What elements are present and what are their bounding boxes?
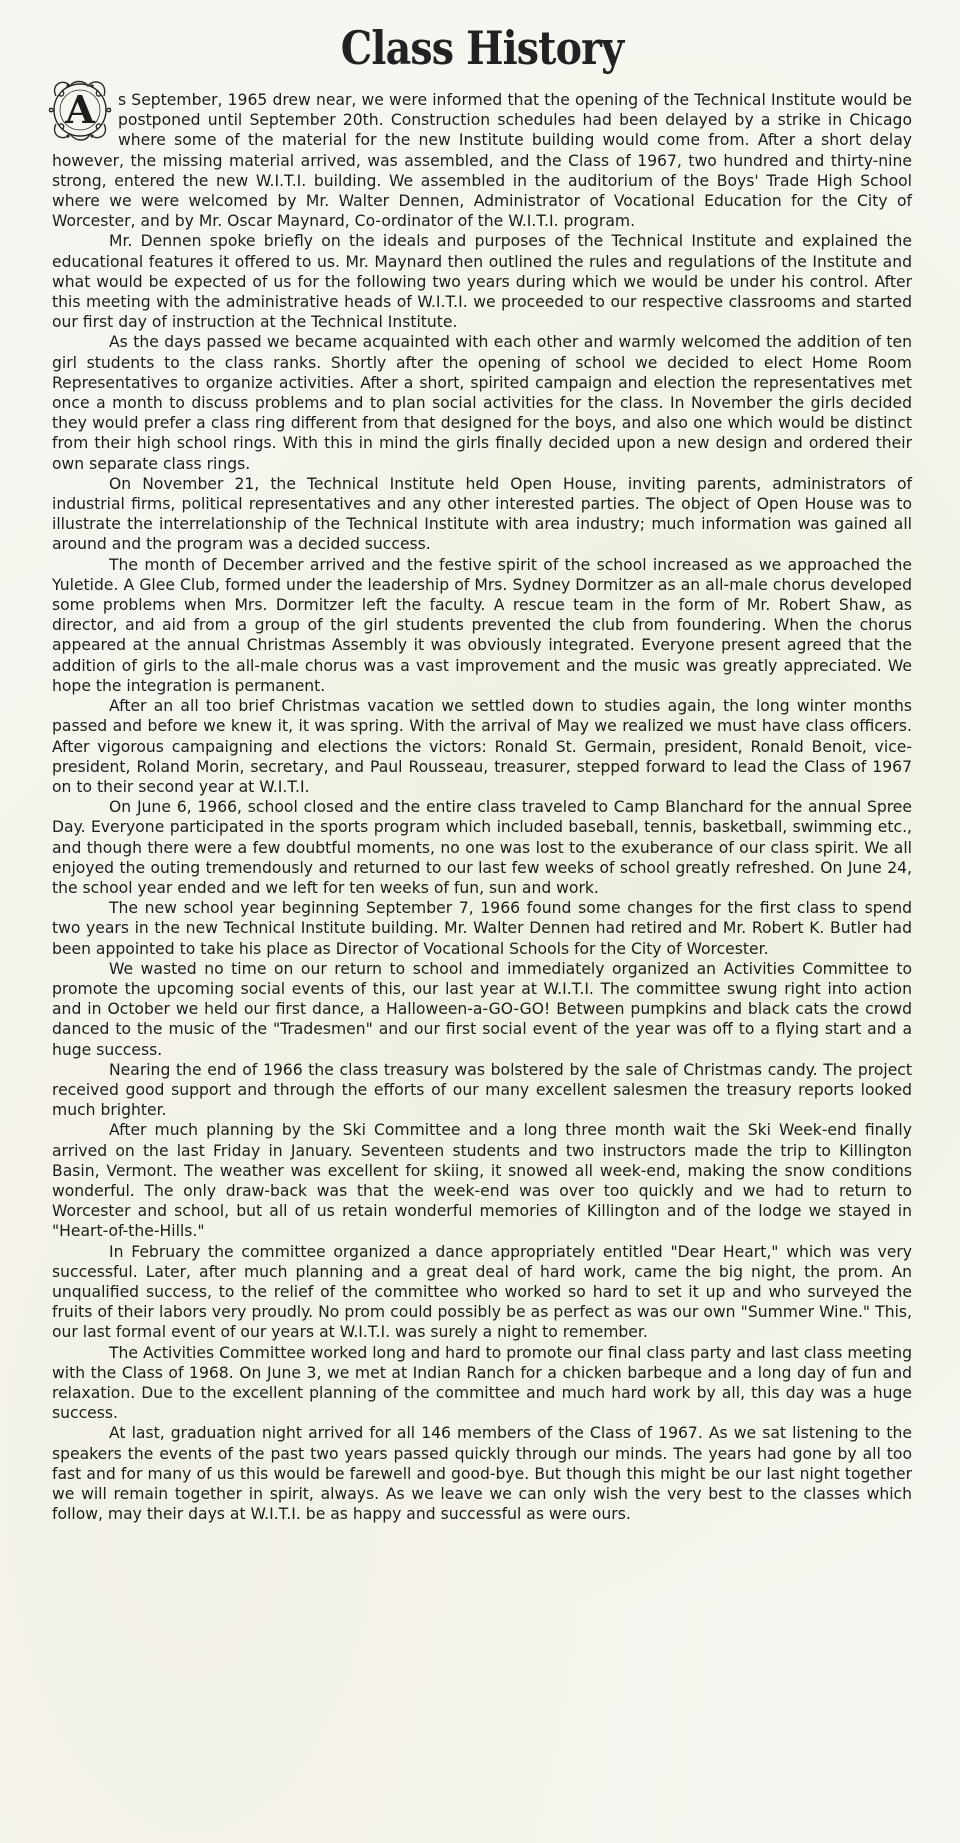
paragraph-1 (52, 87, 912, 231)
paragraph: Nearing the end of 1966 the class treasury was bolstered by the sale of Christmas candy. The project received good support and through the efforts of our many excellent salesmen the treasury reports looked much brighter. (52, 1060, 912, 1120)
paragraph: At last, graduation night arrived for all 146 members of the Class of 1967. As we sat listening to the speakers the events of the past two years passed quickly through our minds. The years had gone by all too fast and for many of us this would be farewell and good-bye. But though this might be our last night together we will remain together in spirit, always. As we leave we can only wish the very best to the classes which follow, may their days at W.I.T.I. be as happy and successful as were ours. (52, 1424, 912, 1524)
page-title: Class History (340, 21, 624, 75)
paragraph: The month of December arrived and the festive spirit of the school increased as we approached the Yuletide. A Glee Club, formed under the leadership of Mrs. Sydney Dormitzer as an all-male chorus developed some problems when Mrs. Dormitzer left the faculty. A rescue team in the form of Mr. Robert Shaw, as director, and aid from a group of the girl students prevented the club from foundering. When the chorus appeared at the annual Christmas Assembly it was obviously integrated. Everyone present agreed that the addition of girls to the all-male chorus was a vast improvement and the music was greatly appreciated. We hope the integration is permanent. (52, 555, 912, 695)
paragraph: The Activities Committee worked long and hard to promote our final class party and last class meeting with the Class of 1968. On June 3, we met at Indian Ranch for a chicken barbeque and a long day of fun and relaxation. Due to the excellent planning of the committee and much hard work by all, this day was a huge success. (52, 1343, 912, 1423)
paragraph: On November 21, the Technical Institute held Open House, inviting parents, administrators of industrial firms, political representatives and any other interested parties. The object of Open House was to illustrate the interrelationship of the Technical Institute with area industry; much information was gained all around and the program was a decided success. (52, 474, 912, 554)
drop-cap-letter: A (65, 87, 95, 132)
paragraph: Mr. Dennen spoke briefly on the ideals and purposes of the Technical Institute and explained the educational features it offered to us. Mr. Maynard then outlined the rules and regulations of the Institute and what would be expected of us for the following two years during which we would be under his control. After this meeting with the administrative heads of W.I.T.I. we proceeded to our respective classrooms and started our first day of instruction at the Technical Institute. (52, 232, 912, 332)
paragraph: As the days passed we became acquainted with each other and warmly welcomed the addition of ten girl students to the class ranks. Shortly after the opening of school we decided to elect Home Room Representatives to organize activities. After a short, spirited campaign and election the representatives met once a month to discuss problems and to plan social activities for the class. In November the girls decided they would prefer a class ring different from that designed for the boys, and also one which would be distinct from their high school rings. With this in mind the girls finally decided upon a new design and ordered their own separate class rings. (52, 333, 912, 473)
paragraph: We wasted no time on our return to school and immediately organized an Activities Committee to promote the upcoming social events of this, our last year at W.I.T.I. The committee swung right into action and in October we held our first dance, a Halloween-a-GO-GO! Between pumpkins and black cats the crowd danced to the music of the "Tradesmen" and our first social event of the year was off to a flying start and a huge success. (52, 959, 912, 1059)
paragraph: After much planning by the Ski Committee and a long three month wait the Ski Week-end finally arrived on the last Friday in January. Seventeen students and two instructors made the trip to Killington Basin, Vermont. The weather was excellent for skiing, it snowed all week-end, making the snow conditions wonderful. The only draw-back was that the week-end was over too quickly and we had to return to Worcester and school, but all of us retain wonderful memories of Killington and of the lodge we stayed in "Heart-of-the-Hills." (52, 1121, 912, 1241)
paragraph: The new school year beginning September 7, 1966 found some changes for the first class to spend two years in the new Technical Institute building. Mr. Walter Dennen had retired and Mr. Robert K. Butler had been appointed to take his place as Director of Vocational Schools for the City of Worcester. (52, 899, 912, 958)
paragraph-1-text: s September, 1965 drew near, we were informed that the opening of the Technical Institute would be postponed until September 20th. Construction schedules had been delayed by a strike in Chicago where some of the material for the new Institute building would come from. After a short delay however, the missing material arrived, was assembled, and the Class of 1967, two hundred and thirty-nine strong, entered the new W.I.T.I. building. We assembled in the auditorium of the Boys' Trade High School where we were welcomed by Mr. Walter Dennen, Administrator of Vocational Education for the City of Worcester, and by Mr. Oscar Maynard, Co-ordinator of the W.I.T.I. program. (52, 91, 912, 231)
paragraph: On June 6, 1966, school closed and the entire class traveled to Camp Blanchard for the annual Spree Day. Everyone participated in the sports program which included baseball, tennis, basketball, swimming etc., and though there were a few doubtful moments, no one was lost to the exuberance of our class spirit. We all enjoyed the outing tremendously and returned to our last few weeks of school greatly refreshed. On June 24, the school year ended and we left for ten weeks of fun, sun and work. (52, 798, 912, 897)
paragraph: After an all too brief Christmas vacation we settled down to studies again, the long winter months passed and before we knew it, it was spring. With the arrival of May we realized we must have class officers. After vigorous campaigning and elections the victors: Ronald St. Germain, president, Ronald Benoit, vice-president, Roland Morin, secretary, and Paul Rousseau, treasurer, stepped forward to lead the Class of 1967 on to their second year at W.I.T.I. (52, 697, 912, 796)
ornamental-drop-cap-icon (48, 76, 112, 146)
article-body (52, 87, 912, 1524)
paragraph: In February the committee organized a dance appropriately entitled "Dear Heart," which was very successful. Later, after much planning and a great deal of hard work, came the big night, the prom. An unqualified success, to the relief of the committee who worked so hard to set it up and who surveyed the fruits of their labors very proudly. No prom could possibly be as perfect as was our own "Summer Wine." This, our last formal event of our years at W.I.T.I. was surely a night to remember. (52, 1242, 912, 1342)
